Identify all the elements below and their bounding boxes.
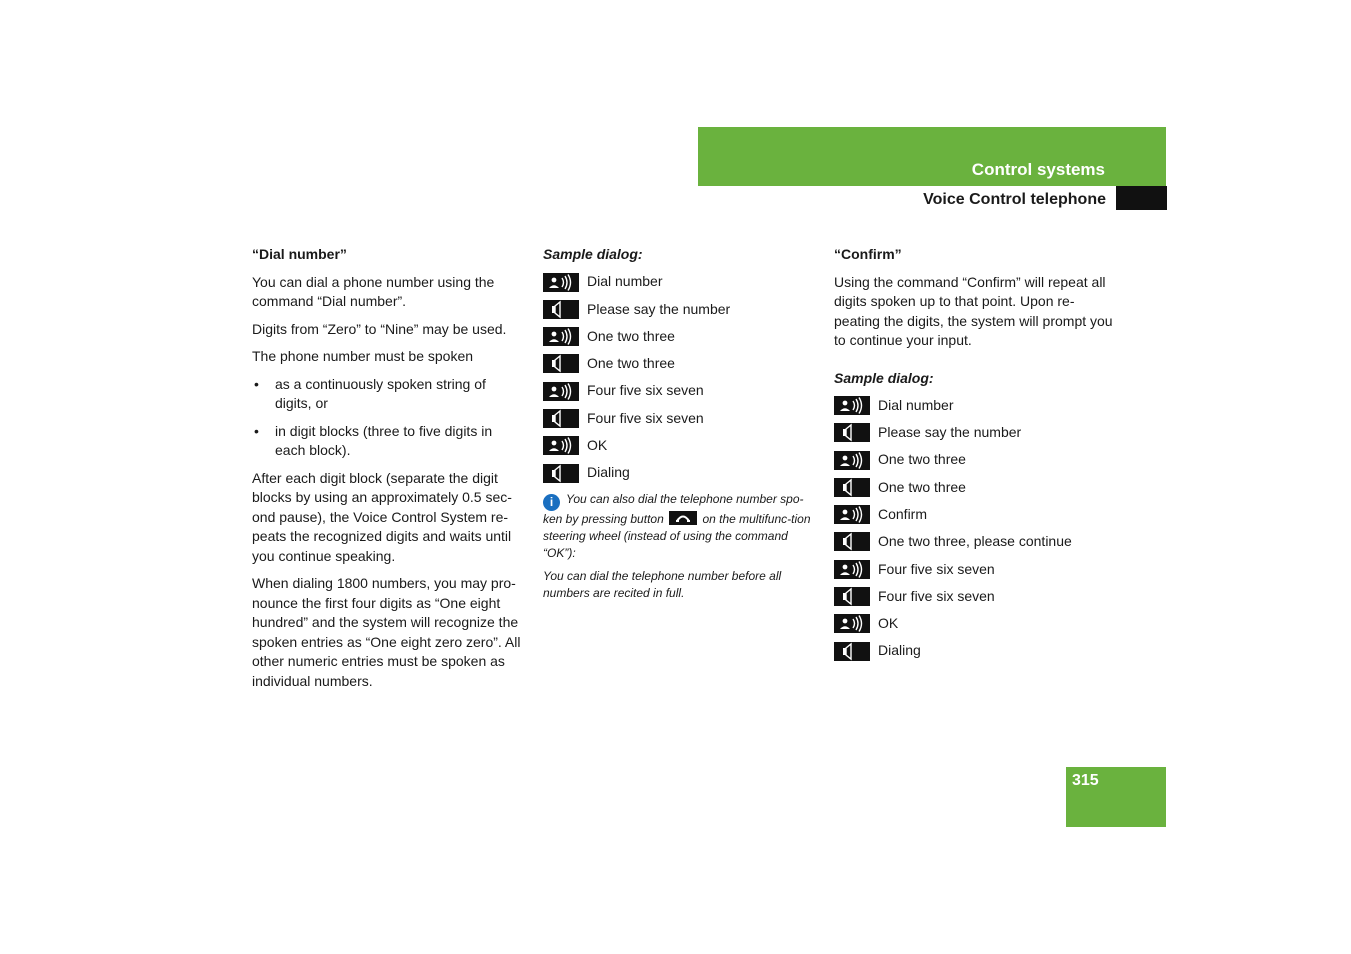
section-header-bar bbox=[698, 127, 1166, 186]
dialog-line bbox=[834, 396, 1114, 415]
dialog-line bbox=[834, 505, 1114, 524]
column-dial-number bbox=[252, 245, 526, 699]
user-voice-icon bbox=[834, 560, 870, 579]
user-voice-icon bbox=[543, 273, 579, 292]
dialog-text: Dialing bbox=[587, 464, 630, 481]
dialog-line bbox=[834, 451, 1114, 470]
dialog-text: Please say the number bbox=[587, 300, 731, 317]
dialog-line bbox=[834, 587, 1114, 606]
system-speaker-icon bbox=[834, 423, 870, 442]
column-sample-dialog bbox=[543, 245, 819, 608]
system-speaker-icon bbox=[834, 642, 870, 661]
dialog-line bbox=[543, 300, 819, 319]
user-voice-icon bbox=[543, 382, 579, 401]
dialog-line bbox=[834, 560, 1114, 579]
dialog-line bbox=[834, 423, 1114, 442]
system-speaker-icon bbox=[834, 587, 870, 606]
info-note-text: You can dial the telephone number before all numbers are recited in full. bbox=[543, 568, 782, 600]
dialog-line bbox=[543, 354, 819, 373]
dialog-line bbox=[543, 327, 819, 346]
system-speaker-icon bbox=[834, 532, 870, 551]
dialog-text: Four five six seven bbox=[587, 382, 704, 399]
dialog-text: One two three bbox=[878, 451, 966, 468]
dialog-text: Confirm bbox=[878, 505, 928, 522]
user-voice-icon bbox=[834, 396, 870, 415]
paragraph: You can dial a phone number using the command “Dial number”. bbox=[252, 273, 495, 309]
dialog-text: Dialing bbox=[878, 642, 921, 659]
dialog-list bbox=[543, 273, 819, 483]
subsection-title: Voice Control telephone bbox=[923, 191, 1106, 208]
dialog-text: OK bbox=[587, 437, 608, 454]
dialog-text: Dial number bbox=[878, 396, 954, 413]
dialog-line bbox=[543, 409, 819, 428]
heading-confirm: “Confirm” bbox=[834, 246, 902, 262]
heading-sample-dialog: Sample dialog: bbox=[834, 369, 934, 386]
system-speaker-icon bbox=[543, 464, 579, 483]
subsection-marker bbox=[1116, 186, 1167, 210]
paragraph: After each digit block (separate the digit blocks by using an approximately 0.5 sec-ond pause), the Voice Control System re-peats the recognized digits and waits until you continue speaking. bbox=[252, 469, 512, 564]
dialog-line bbox=[834, 614, 1114, 633]
list-item: • as a continuously spoken string of digits, or bbox=[254, 375, 486, 411]
paragraph: Using the command “Confirm” will repeat all digits spoken up to that point. Upon re-peating the digits, the system will prompt you to continue your input. bbox=[834, 273, 1113, 348]
paragraph: The phone number must be spoken bbox=[252, 348, 474, 364]
user-voice-icon bbox=[834, 614, 870, 633]
user-voice-icon bbox=[543, 327, 579, 346]
bullet-list bbox=[252, 375, 526, 461]
bullet-icon: • bbox=[254, 375, 259, 392]
system-speaker-icon bbox=[543, 409, 579, 428]
system-speaker-icon bbox=[834, 478, 870, 497]
column-confirm bbox=[834, 245, 1114, 669]
info-note: i You can also dial the telephone number spo-ken by pressing button on the multifunc-tion steering wheel (instead of using the command “OK”): You can dial the telephone number before all numbers are recited in full. bbox=[543, 491, 819, 602]
dialog-text: Dial number bbox=[587, 273, 663, 290]
phone-button-icon bbox=[669, 511, 697, 525]
system-speaker-icon bbox=[543, 300, 579, 319]
dialog-text: Four five six seven bbox=[878, 587, 995, 604]
dialog-text: Four five six seven bbox=[587, 409, 704, 426]
dialog-list bbox=[834, 396, 1114, 661]
section-title: Control systems bbox=[971, 160, 1105, 179]
dialog-line bbox=[543, 382, 819, 401]
list-item: • in digit blocks (three to five digits in each block). bbox=[254, 422, 493, 458]
dialog-line bbox=[834, 532, 1114, 551]
heading-sample-dialog: Sample dialog: bbox=[543, 246, 643, 262]
dialog-line bbox=[543, 436, 819, 455]
page-number-tab bbox=[1066, 767, 1166, 827]
user-voice-icon bbox=[543, 436, 579, 455]
dialog-text: Please say the number bbox=[878, 424, 1022, 441]
user-voice-icon bbox=[834, 505, 870, 524]
heading-dial-number: “Dial number” bbox=[252, 246, 347, 262]
dialog-text: One two three bbox=[587, 355, 675, 372]
dialog-line bbox=[543, 464, 819, 483]
user-voice-icon bbox=[834, 451, 870, 470]
paragraph: Digits from “Zero” to “Nine” may be used. bbox=[252, 320, 507, 337]
dialog-text: Four five six seven bbox=[878, 560, 995, 577]
dialog-text: One two three bbox=[587, 327, 675, 344]
dialog-line bbox=[834, 478, 1114, 497]
system-speaker-icon bbox=[543, 354, 579, 373]
page-number: 315 bbox=[1072, 772, 1099, 789]
paragraph: When dialing 1800 numbers, you may pro-nounce the first four digits as “One eight hundred” and the system will recognize the spoken entries as “One eight zero zero”. All other numeric entries must be spoken as individual numbers. bbox=[252, 575, 521, 689]
dialog-text: One two three, please continue bbox=[878, 533, 1072, 550]
dialog-line bbox=[834, 642, 1114, 661]
bullet-icon: • bbox=[254, 422, 259, 439]
dialog-line bbox=[543, 273, 819, 292]
dialog-text: One two three bbox=[878, 478, 966, 495]
dialog-text: OK bbox=[878, 615, 899, 632]
info-icon: i bbox=[543, 494, 560, 511]
